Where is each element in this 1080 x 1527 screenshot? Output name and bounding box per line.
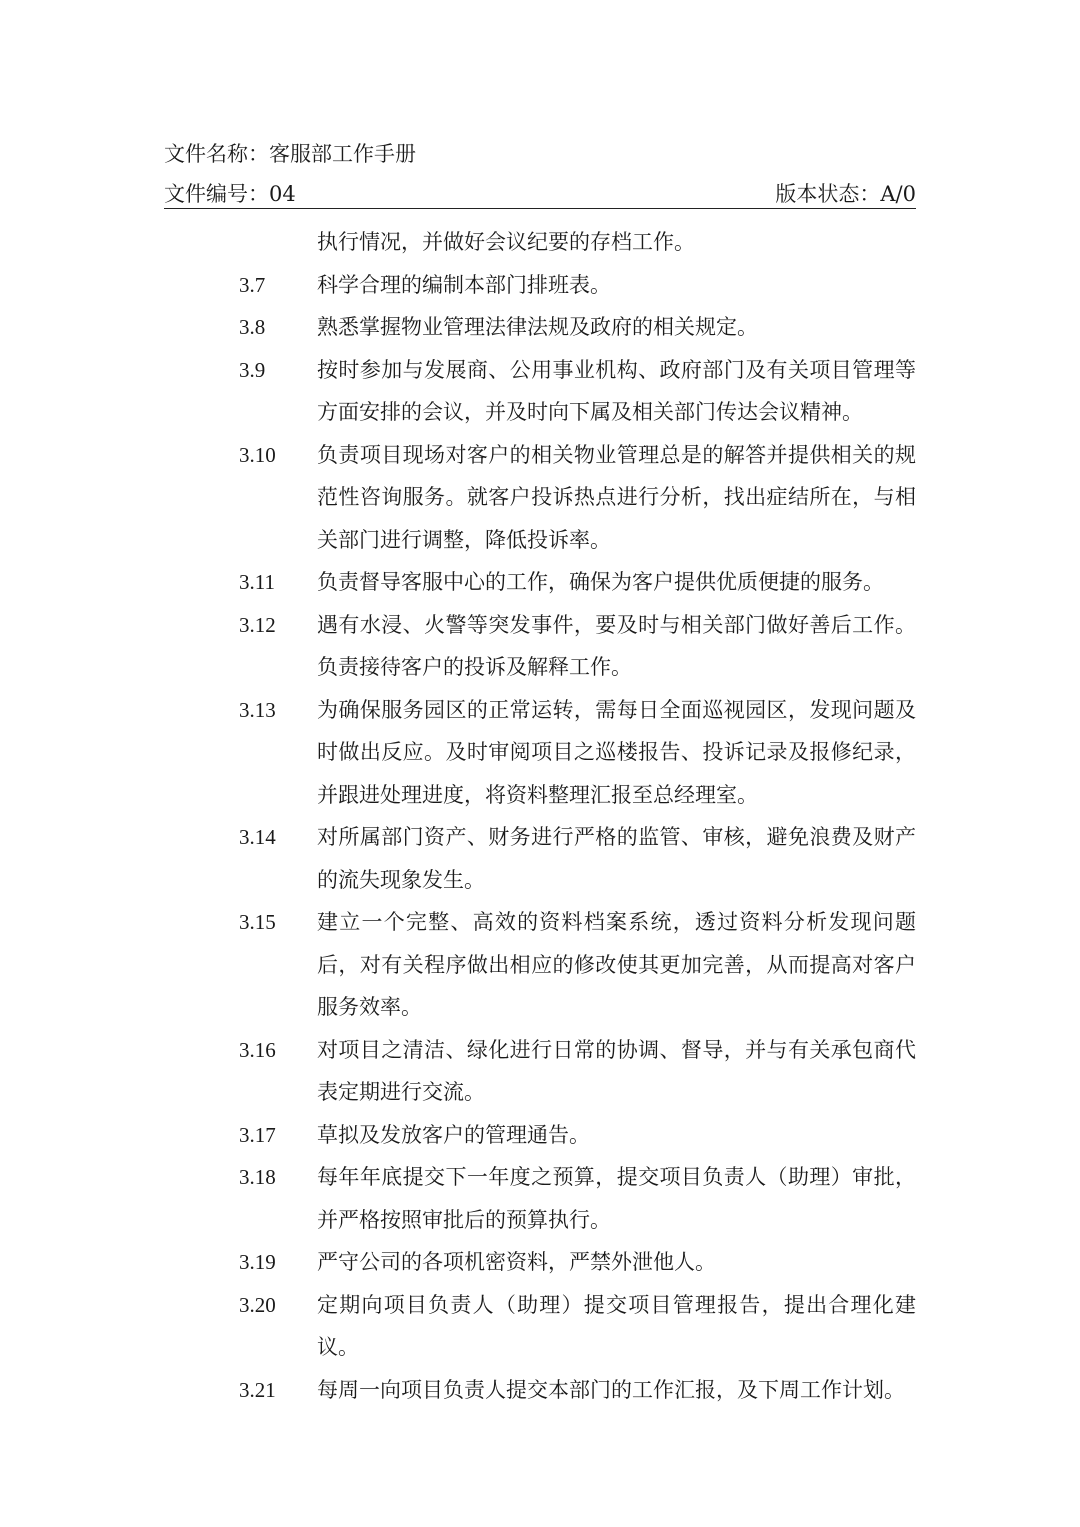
- item-text: 每周一向项目负责人提交本部门的工作汇报，及下周工作计划。: [317, 1377, 905, 1402]
- list-item: [164, 306, 916, 349]
- item-text: 执行情况，并做好会议纪要的存档工作。: [317, 230, 695, 254]
- document-body: [164, 221, 916, 1411]
- item-number: 3.8: [239, 315, 266, 339]
- document-title: [164, 138, 916, 168]
- item-number: 3.18: [239, 1165, 276, 1189]
- item-number: 3.11: [239, 570, 275, 594]
- list-item: [164, 1114, 916, 1157]
- list-item: [164, 1284, 916, 1369]
- item-text: 严守公司的各项机密资料，严禁外泄他人。: [317, 1250, 716, 1274]
- item-number: 3.10: [239, 442, 276, 467]
- list-item: [164, 1156, 916, 1241]
- item-number: 3.15: [239, 910, 276, 934]
- document-header-row: [164, 180, 916, 209]
- list-item: [164, 901, 916, 1029]
- item-number: 3.14: [239, 825, 276, 849]
- list-item: [164, 264, 916, 307]
- item-number: 3.13: [239, 697, 276, 722]
- list-item: [164, 604, 916, 689]
- item-number: 3.17: [239, 1122, 276, 1147]
- item-text: 对所属部门资产、财务进行严格的监管、审核，避免浪费及财产的流失现象发生。: [317, 825, 916, 892]
- list-item: [164, 349, 916, 434]
- item-text: 建立一个完整、高效的资料档案系统，透过资料分析发现问题后，对有关程序做出相应的修改使其更加完善，从而提高对客户服务效率。: [317, 910, 916, 1019]
- list-item: [164, 1029, 916, 1114]
- item-text: 科学合理的编制本部门排班表。: [317, 272, 611, 297]
- item-number: 3.9: [239, 357, 266, 382]
- item-number: 3.12: [239, 612, 276, 637]
- list-item: [164, 816, 916, 901]
- item-text: 按时参加与发展商、公用事业机构、政府部门及有关项目管理等方面安排的会议，并及时向下属及相关部门传达会议精神。: [317, 357, 916, 424]
- item-text: 负责督导客服中心的工作，确保为客户提供优质便捷的服务。: [317, 570, 884, 594]
- item-text: 为确保服务园区的正常运转，需每日全面巡视园区，发现问题及时做出反应。及时审阅项目之巡楼报告、投诉记录及报修纪录，并跟进处理进度，将资料整理汇报至总经理室。: [317, 697, 916, 807]
- item-text: 负责项目现场对客户的相关物业管理总是的解答并提供相关的规范性咨询服务。就客户投诉热点进行分析，找出症结所在，与相关部门进行调整，降低投诉率。: [317, 442, 916, 552]
- list-item: [164, 1241, 916, 1284]
- item-number: 3.21: [239, 1377, 276, 1402]
- item-number: 3.7: [239, 272, 266, 297]
- item-text: 每年年底提交下一年度之预算，提交项目负责人（助理）审批，并严格按照审批后的预算执行。: [317, 1165, 916, 1232]
- list-item: [164, 1369, 916, 1412]
- file-number: 文件编号：04: [164, 182, 296, 206]
- file-name: 文件名称：客服部工作手册: [164, 142, 416, 166]
- item-text: 草拟及发放客户的管理通告。: [317, 1122, 590, 1147]
- item-number: 3.20: [239, 1292, 276, 1317]
- item-number: 3.16: [239, 1037, 276, 1062]
- list-item: [164, 689, 916, 817]
- item-text: 遇有水浸、火警等突发事件，要及时与相关部门做好善后工作。负责接待客户的投诉及解释工作。: [317, 612, 916, 679]
- version-status: 版本状态：A/0: [775, 182, 916, 206]
- item-text: 对项目之清洁、绿化进行日常的协调、督导，并与有关承包商代表定期进行交流。: [317, 1037, 916, 1104]
- item-text: 定期向项目负责人（助理）提交项目管理报告，提出合理化建议。: [317, 1292, 916, 1359]
- item-text: 熟悉掌握物业管理法律法规及政府的相关规定。: [317, 315, 758, 339]
- list-item: [164, 221, 916, 264]
- list-item: [164, 434, 916, 562]
- list-item: [164, 561, 916, 604]
- item-number: 3.19: [239, 1250, 276, 1274]
